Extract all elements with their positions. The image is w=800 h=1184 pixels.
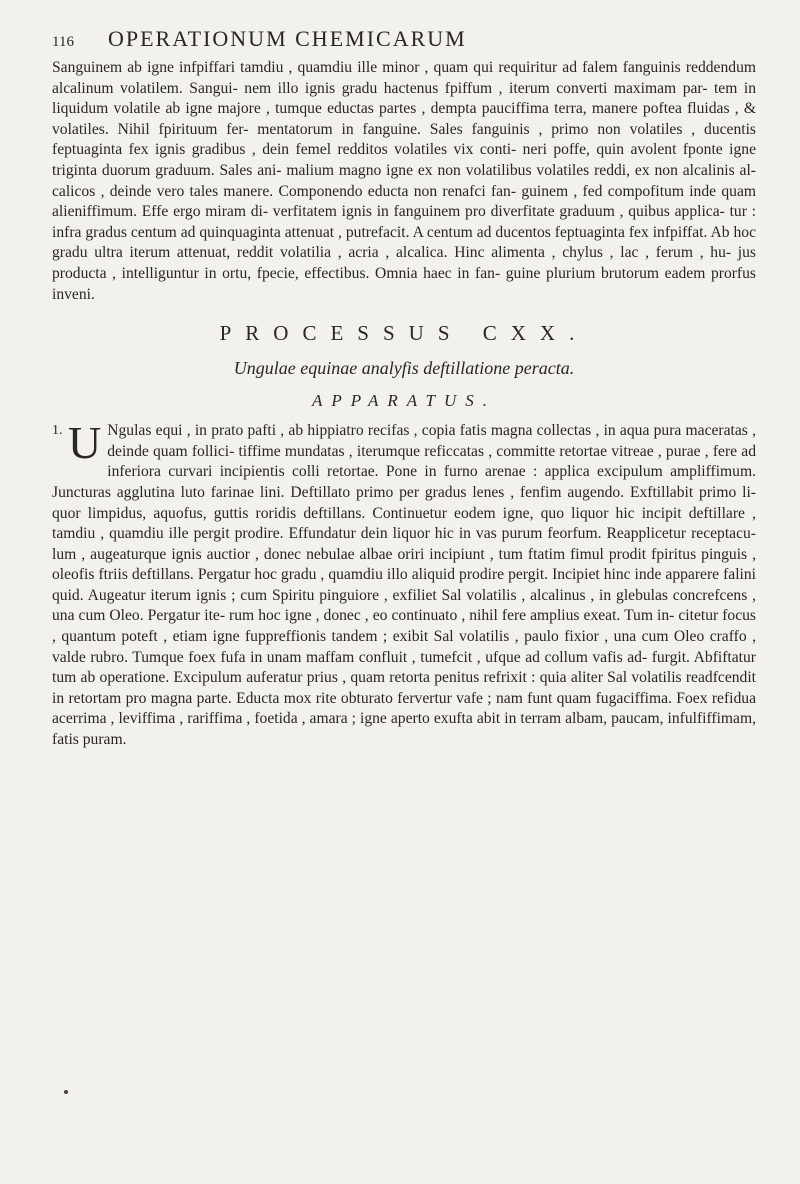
- paragraph-number: 1.: [52, 423, 63, 439]
- running-head: [52, 26, 756, 52]
- drop-cap: U: [68, 417, 102, 469]
- page-number: 116: [52, 34, 74, 50]
- intro-paragraph: Sanguinem ab igne infpiffari tamdiu , quamdiu ille minor , quam qui requiritur ad falem fanguinis reddendum alcalinum volatilem. Sangui- nem illo ignis gradu hactenus fpiffum , iterum converti maximam par- tem in liquidum volatile ab igne majore , tumque eductas partes , dempta pauciffima terra, manere poftea fluidas , & volatiles. Nihil fpirituum fer- mentatorum in fanguine. Sales fanguinis , primo non volatiles , ducentis feptuaginta fex ignis gradibus , dein femel redditos volatiles vix conti- neri poffe, quin avolent fponte igne triginta duorum graduum. Sales ani- malium magno igne ex non volatilibus volatiles reddi, ex non alcalinis al- calicos , deinde vero tales manere. Componendo educta non renafci fan- guinem , fed compofitum inde quam alieniffimum. Effe ergo miram di- verfitatem ignis in fanguinem pro diverfitate graduum , quibus applica- tur : infra gradus centum ad quinquaginta attenuat , putrefacit. A centum ad ducentos feptuaginta fex infpiffat. Ab hoc gradu ultra iterum attenuat, reddit volatilia , acria , alcalica. Hinc alimenta , chylus , lac , ferum , hu- jus producta , intelliguntur in ortu, fpecie, effectibus. Omnia haec in fan- guine plurium brutorum eadem prorfus inveni.: [52, 59, 756, 303]
- ink-speck: [64, 1090, 68, 1094]
- numbered-paragraph: [52, 417, 756, 751]
- section-heading: PROCESSUS CXX.: [219, 321, 589, 346]
- running-head-title: OPERATIONUM CHEMICARUM: [107, 26, 467, 51]
- section-subtitle: Ungulae equinae analyfis deftillatione peracta.: [233, 358, 575, 379]
- paragraph-text: Ngulas equi , in prato pafti , ab hippiatro recifas , copia fatis magna collectas , in aqua pura maceratas , deinde quam follici- tiffime mundatas , iterumque reficcatas , committe retortae vitreae , purae , fere ad inferiora curvari incipientis colli retortae. Pone in furno arenae : applica excipulum ampliffimum. Juncturas agglutina luto farinae lini. Deftillato primo per gradus lenes , fenfim augendo. Exftillabit primo li- quor limpidus, aquofus, guttis roridis deftillans. Continuetur eodem igne, quo liquor hic incipit deftillare , tamdiu , quamdiu ille pergit prodire. Effundatur dein liquor hic in vas purum feorfum. Reapplicetur receptacu- lum , augeaturque ignis auctior , donec nebulae albae oriri incipiunt , tum ftatim fimul prodit fpiritus pinguis , oleofis ftriis deftillans. Pergatur hoc gradu , quamdiu illo aliquid prodire pergit. Incipiet hinc inde apparere falini quid. Augeatur iterum ignis ; cum Spiritu pinguiore , exfiliet Sal volatilis , alcalinus , in glebulas concrefcens , una cum Oleo. Pergatur ite- rum hoc igne , donec , eo continuato , nihil fere amplius exeat. Tum in- citetur focus , quantum poteft , etiam igne fuppreffionis tandem ; exibit Sal volatilis , paulo fixior , una cum Oleo craffo , valde rubro. Tumque foex fufa in unam maffam confluit , tumefcit , ufque ad collum vafis ad- furgit. Abfiftatur tum ab operatione. Excipulum auferatur prius , quam retorta penitus refrixit : quia aliter Sal volatilis readfcendit in retortam pro magna parte. Educta mox rite obturato fervertur vafe ; nam funt quam fugaciffima. Foex refidua acerrima , leviffima , rariffima , foetida , amara ; igne aperto exufta abit in terram albam, paucam, infulfiffimam, fatis puram.: [52, 422, 756, 749]
- section-label: APPARATUS.: [312, 391, 496, 411]
